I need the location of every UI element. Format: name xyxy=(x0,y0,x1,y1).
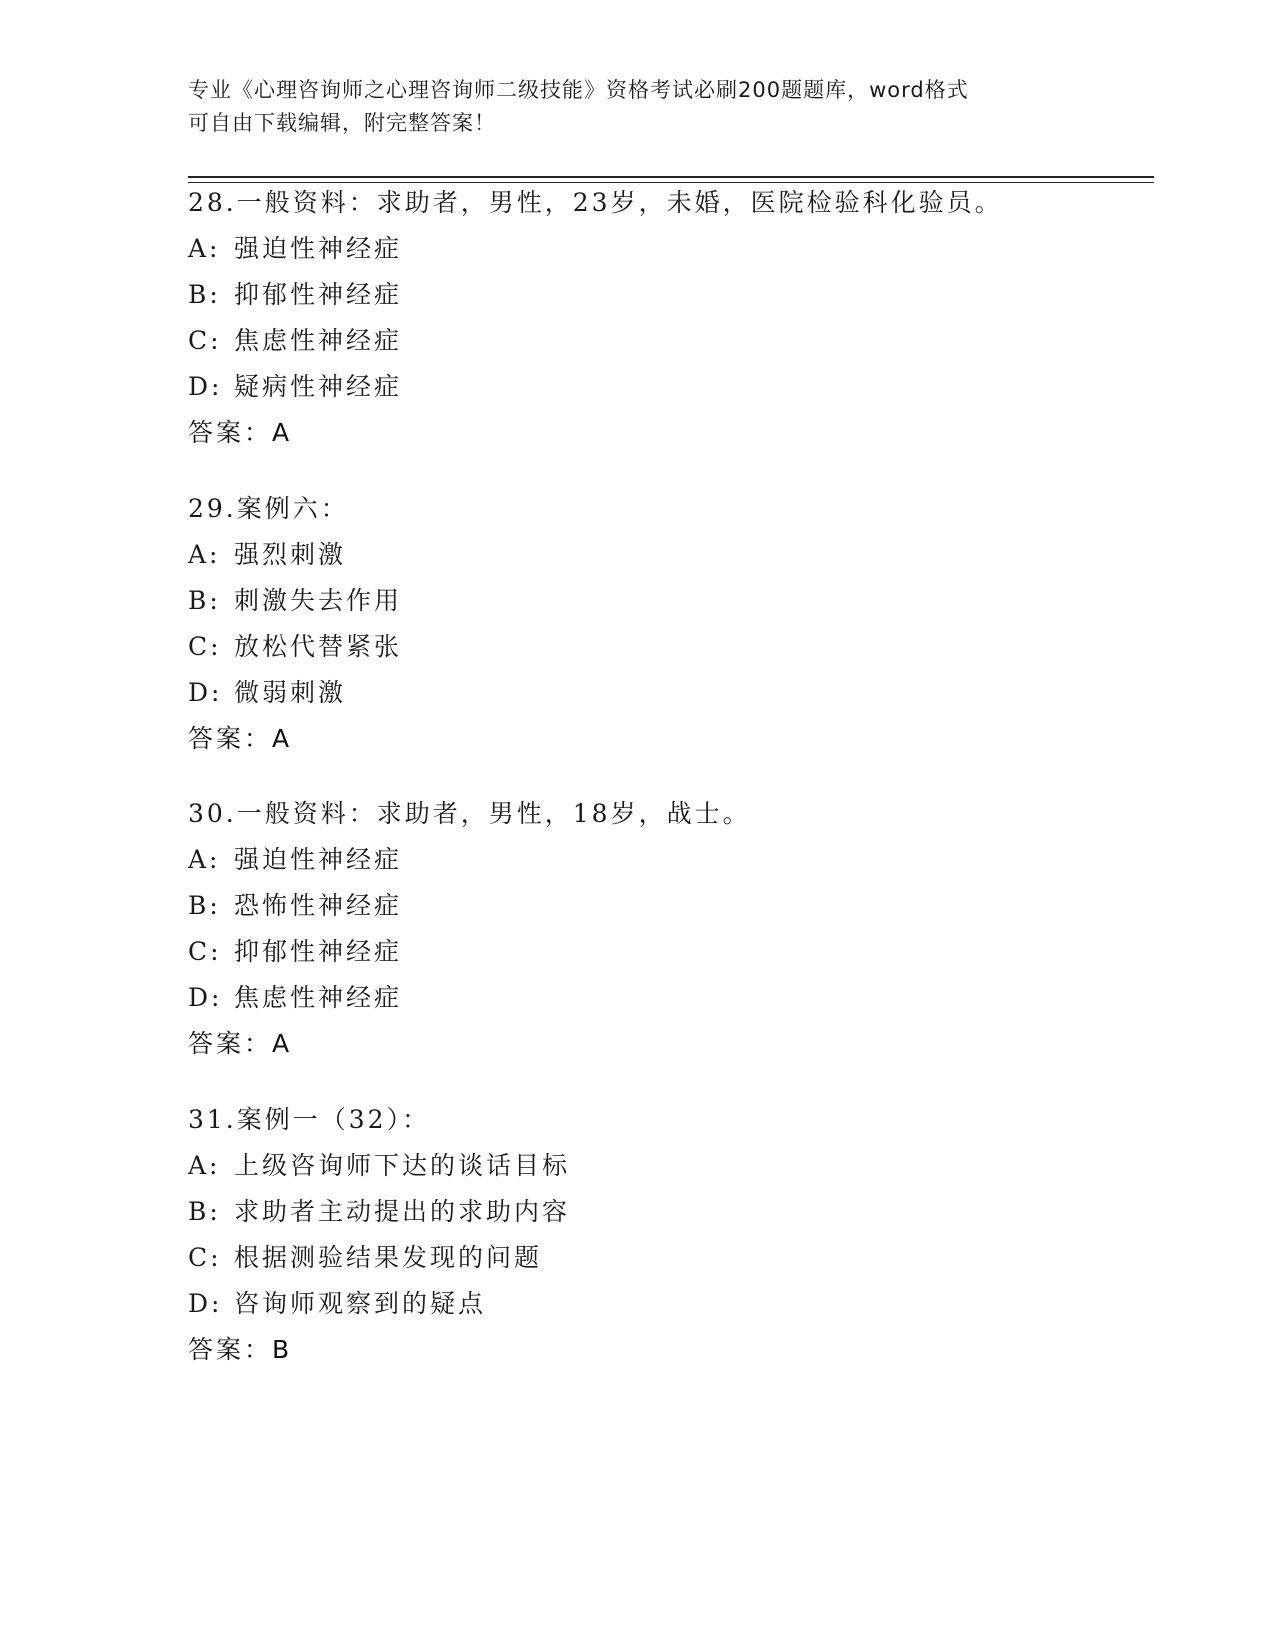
option-text: 上级咨询师下达的谈话目标 xyxy=(234,1151,571,1180)
option-letter: D: xyxy=(188,1289,223,1318)
option-c xyxy=(188,624,1148,670)
question-stem: 29.案例六： xyxy=(188,494,349,523)
option-d xyxy=(188,975,1148,1021)
answer-label: 答案： xyxy=(188,1335,273,1364)
answer-line xyxy=(188,1021,1148,1067)
option-text: 强迫性神经症 xyxy=(234,845,403,874)
option-c xyxy=(188,318,1148,364)
answer-label: 答案： xyxy=(188,418,273,447)
option-letter: A: xyxy=(188,234,221,263)
option-letter: B: xyxy=(188,891,221,920)
option-text: 刺激失去作用 xyxy=(234,586,403,615)
option-letter: B: xyxy=(188,586,221,615)
question-block xyxy=(188,180,1148,456)
option-letter: B: xyxy=(188,280,221,309)
option-text: 强烈刺激 xyxy=(234,540,347,569)
answer-value: A xyxy=(272,1029,292,1058)
option-c xyxy=(188,1235,1148,1281)
option-letter: B: xyxy=(188,1197,221,1226)
option-letter: D: xyxy=(188,372,223,401)
option-letter: A: xyxy=(188,1151,221,1180)
header-line-2: 可自由下载编辑，附完整答案！ xyxy=(188,111,496,135)
option-text: 求助者主动提出的求助内容 xyxy=(234,1197,571,1226)
option-text: 根据测验结果发现的问题 xyxy=(234,1243,543,1272)
option-text: 疑病性神经症 xyxy=(234,372,403,401)
option-text: 焦虑性神经症 xyxy=(234,326,403,355)
option-letter: A: xyxy=(188,540,221,569)
option-d xyxy=(188,670,1148,716)
option-text: 恐怖性神经症 xyxy=(234,891,403,920)
option-d xyxy=(188,1281,1148,1327)
question-stem: 30.一般资料：求助者，男性，18岁，战士。 xyxy=(188,799,751,828)
answer-value: A xyxy=(272,724,292,753)
option-letter: D: xyxy=(188,678,223,707)
option-a xyxy=(188,532,1148,578)
answer-line xyxy=(188,716,1148,762)
answer-value: B xyxy=(272,1335,292,1364)
question-block xyxy=(188,791,1148,1067)
option-letter: C: xyxy=(188,937,222,966)
option-a xyxy=(188,837,1148,883)
option-letter: D: xyxy=(188,983,223,1012)
answer-label: 答案： xyxy=(188,724,273,753)
answer-value: A xyxy=(272,418,292,447)
option-b xyxy=(188,883,1148,929)
question-stem: 28.一般资料：求助者，男性，23岁，未婚，医院检验科化验员。 xyxy=(188,188,1003,217)
option-text: 抑郁性神经症 xyxy=(234,280,403,309)
option-a xyxy=(188,1143,1148,1189)
answer-line xyxy=(188,1327,1148,1373)
option-b xyxy=(188,578,1148,624)
question-block xyxy=(188,1097,1148,1373)
option-text: 放松代替紧张 xyxy=(234,632,403,661)
answer-line xyxy=(188,410,1148,456)
question-block xyxy=(188,486,1148,762)
option-letter: C: xyxy=(188,326,222,355)
option-letter: A: xyxy=(188,845,221,874)
document-header xyxy=(188,74,1088,140)
option-text: 咨询师观察到的疑点 xyxy=(234,1289,487,1318)
option-letter: C: xyxy=(188,1243,222,1272)
option-b xyxy=(188,1189,1148,1235)
option-d xyxy=(188,364,1148,410)
option-letter: C: xyxy=(188,632,222,661)
answer-label: 答案： xyxy=(188,1029,273,1058)
option-text: 抑郁性神经症 xyxy=(234,937,403,966)
option-a xyxy=(188,226,1148,272)
question-stem: 31.案例一（32）： xyxy=(188,1105,431,1134)
option-b xyxy=(188,272,1148,318)
option-c xyxy=(188,929,1148,975)
header-line-1: 专业《心理咨询师之心理咨询师二级技能》资格考试必刷200题题库，word格式 xyxy=(188,78,969,102)
header-divider-thick xyxy=(188,176,1154,178)
option-text: 强迫性神经症 xyxy=(234,234,403,263)
option-text: 微弱刺激 xyxy=(234,678,347,707)
option-text: 焦虑性神经症 xyxy=(234,983,403,1012)
